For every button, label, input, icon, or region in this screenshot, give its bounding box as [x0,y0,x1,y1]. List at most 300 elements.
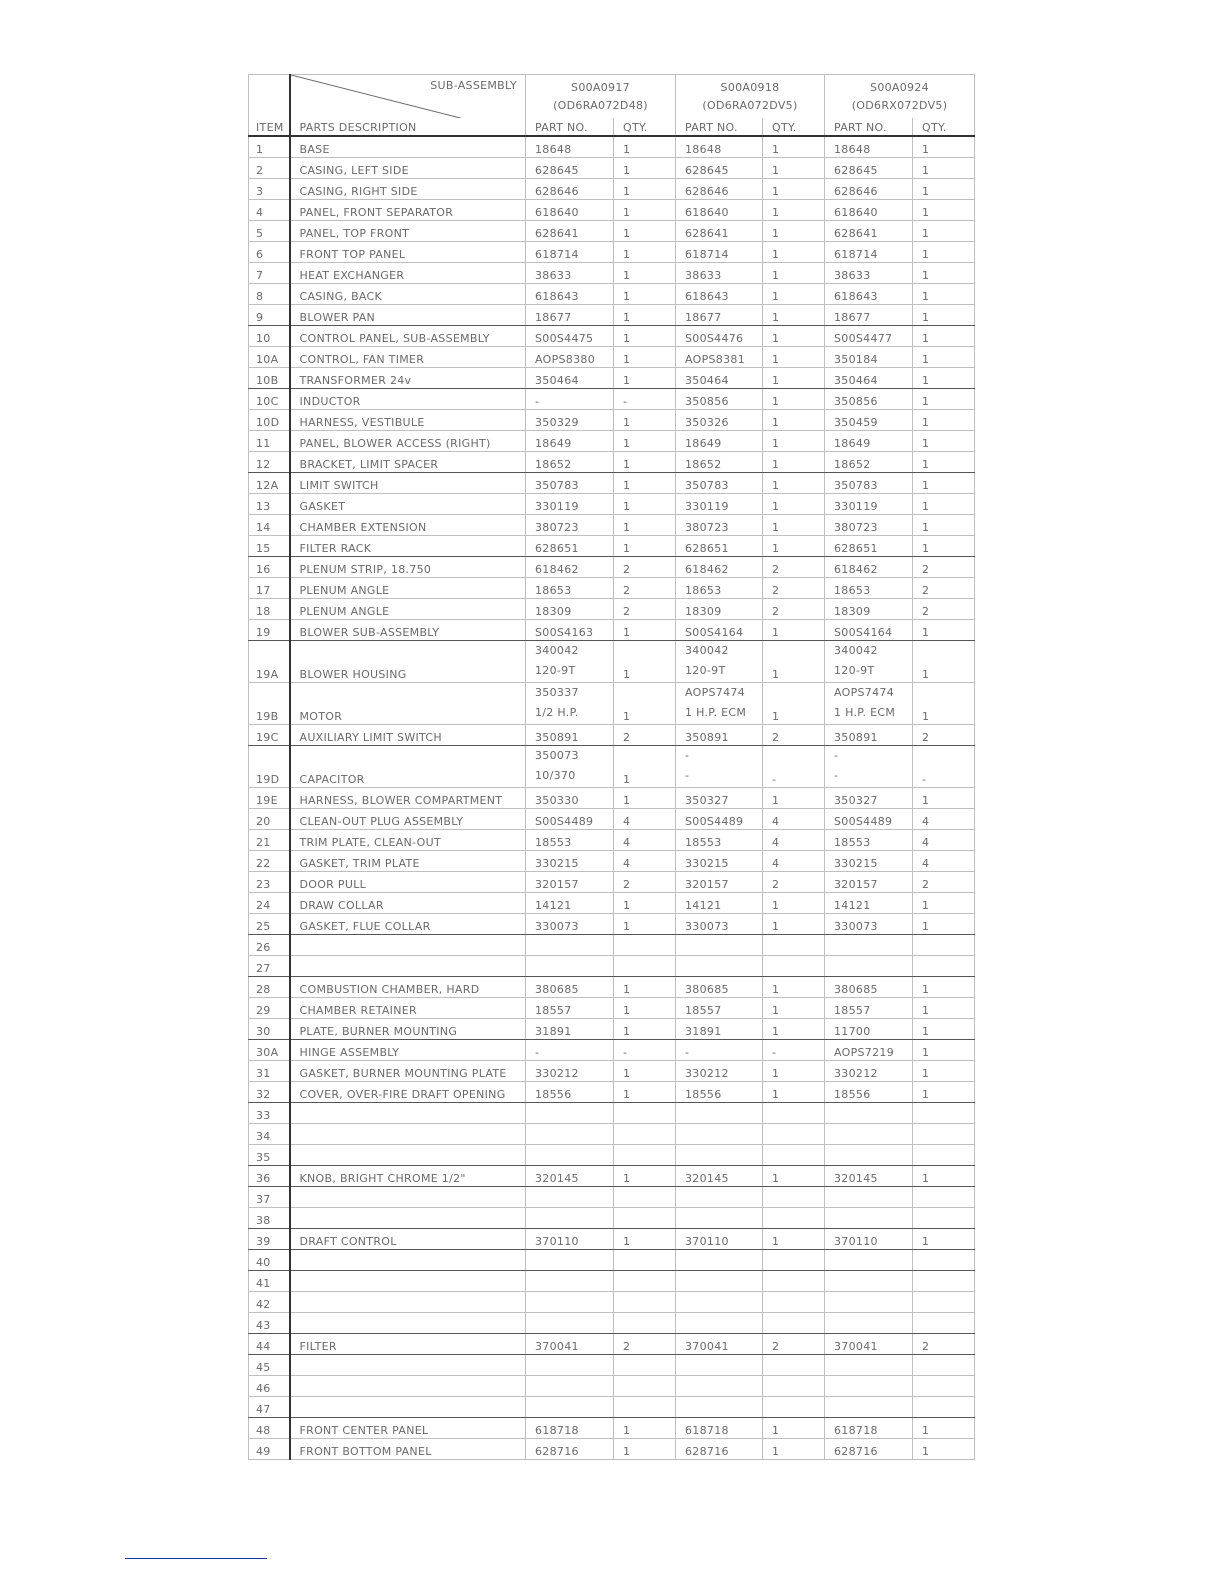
qty-cell: 1 [763,641,825,683]
qty-cell: 4 [614,809,676,830]
qty-cell: 4 [763,851,825,872]
description-cell: HARNESS, VESTIBULE [290,410,526,431]
parts-table [248,74,975,1460]
qty-cell: 1 [614,746,676,788]
table-row [249,1229,975,1250]
part-no-cell: 628716 [825,1439,913,1460]
qty-cell: 1 [763,347,825,368]
qty-cell: 1 [763,1061,825,1082]
item-cell: 46 [249,1376,290,1397]
description-cell [290,1397,526,1418]
qty-cell: 1 [614,998,676,1019]
part-no-cell [676,935,763,956]
part-no-header: PART NO. [526,118,614,136]
item-cell: 2 [249,158,290,179]
part-no-cell: 18309 [825,599,913,620]
part-no-line: AOPS7474 [834,686,894,699]
qty-cell: 2 [614,872,676,893]
qty-cell: 2 [913,1334,975,1355]
description-cell: BLOWER PAN [290,305,526,326]
description-cell: GASKET, FLUE COLLAR [290,914,526,935]
part-no-cell: S00S4164 [825,620,913,641]
description-cell [290,935,526,956]
qty-cell: 1 [614,473,676,494]
part-no-cell: 380723 [676,515,763,536]
qty-cell: 1 [763,1439,825,1460]
part-no-cell [676,1103,763,1124]
part-no-cell [676,1397,763,1418]
group-code: S00A0918 [720,80,780,94]
item-cell: 20 [249,809,290,830]
part-no-cell: 350891 [526,725,614,746]
qty-cell [913,1250,975,1271]
qty-cell: 1 [614,158,676,179]
part-no-cell: 350459 [825,410,913,431]
part-no-cell [676,683,763,725]
qty-cell: 1 [614,326,676,347]
table-row [249,494,975,515]
qty-cell: 2 [913,725,975,746]
sub-assembly-label: SUB-ASSEMBLY [430,79,517,92]
qty-cell: 1 [763,368,825,389]
qty-cell: 1 [763,1166,825,1187]
table-row [249,1376,975,1397]
part-no-cell: 18653 [825,578,913,599]
qty-cell: 1 [763,473,825,494]
part-spec-line: 1 H.P. ECM [834,706,896,719]
qty-cell [614,956,676,977]
part-no-cell: 350464 [526,368,614,389]
part-no-cell [825,1145,913,1166]
description-cell: PLENUM ANGLE [290,578,526,599]
part-no-line: 340042 [685,644,729,657]
part-no-cell: 320145 [526,1166,614,1187]
qty-cell: 1 [614,431,676,452]
part-spec-line: 1 H.P. ECM [685,706,747,719]
qty-cell: 1 [614,347,676,368]
item-header: ITEM [249,118,290,136]
description-cell: PLATE, BURNER MOUNTING [290,1019,526,1040]
table-row [249,515,975,536]
parts-rows [249,136,975,1460]
item-cell: 12A [249,473,290,494]
item-cell: 19C [249,725,290,746]
qty-cell: 1 [763,326,825,347]
table-row [249,136,975,158]
qty-cell: 1 [614,263,676,284]
part-no-cell: 350464 [825,368,913,389]
part-no-cell: - [676,1040,763,1061]
description-cell: PANEL, FRONT SEPARATOR [290,200,526,221]
item-cell: 19 [249,620,290,641]
description-cell [290,1313,526,1334]
part-no-cell: 18309 [676,599,763,620]
qty-cell: 1 [614,515,676,536]
table-row [249,347,975,368]
description-cell [290,1271,526,1292]
part-no-cell: 618643 [676,284,763,305]
qty-cell: 2 [614,578,676,599]
qty-cell: 1 [614,1166,676,1187]
part-no-cell: 18556 [825,1082,913,1103]
part-no-cell [676,1271,763,1292]
qty-cell: 1 [913,431,975,452]
item-cell: 8 [249,284,290,305]
part-no-cell: 330215 [526,851,614,872]
qty-cell [763,1292,825,1313]
part-no-cell [825,746,913,788]
qty-cell [913,1292,975,1313]
qty-cell: 1 [763,431,825,452]
qty-cell: 1 [614,368,676,389]
description-cell: DRAFT CONTROL [290,1229,526,1250]
group-code: S00A0924 [870,80,929,94]
qty-cell: 1 [913,1418,975,1439]
item-cell: 32 [249,1082,290,1103]
parts-description-header: PARTS DESCRIPTION [290,118,526,136]
qty-cell: 1 [614,284,676,305]
part-no-cell: 18553 [526,830,614,851]
qty-cell: 1 [763,683,825,725]
item-cell: 19D [249,746,290,788]
description-cell: DRAW COLLAR [290,893,526,914]
part-no-cell [825,683,913,725]
qty-cell: 4 [763,830,825,851]
item-header-top [249,75,290,119]
part-no-cell [526,1103,614,1124]
part-no-cell: 14121 [825,893,913,914]
part-no-cell: 628645 [526,158,614,179]
description-cell: BLOWER SUB-ASSEMBLY [290,620,526,641]
part-no-cell: 370110 [825,1229,913,1250]
table-row [249,179,975,200]
description-cell: LIMIT SWITCH [290,473,526,494]
qty-cell: 1 [913,158,975,179]
qty-cell: 1 [614,200,676,221]
description-cell: HARNESS, BLOWER COMPARTMENT [290,788,526,809]
qty-cell: 1 [913,1019,975,1040]
description-cell: CAPACITOR [290,746,526,788]
item-cell: 10D [249,410,290,431]
item-cell: 29 [249,998,290,1019]
qty-cell [763,1313,825,1334]
qty-cell: 2 [913,578,975,599]
part-no-cell: 18649 [676,431,763,452]
table-row [249,284,975,305]
qty-cell: 1 [913,452,975,473]
part-no-cell: 18653 [676,578,763,599]
qty-cell: 1 [913,305,975,326]
qty-header: QTY. [913,118,975,136]
description-cell [290,1145,526,1166]
table-row [249,725,975,746]
part-no-cell [825,1124,913,1145]
part-no-cell: 618718 [676,1418,763,1439]
part-no-cell [825,1208,913,1229]
qty-cell: 1 [614,1082,676,1103]
description-cell: CHAMBER RETAINER [290,998,526,1019]
qty-cell [614,1355,676,1376]
part-spec-line: - [834,769,839,782]
qty-cell: 1 [763,158,825,179]
table-row [249,872,975,893]
item-cell: 21 [249,830,290,851]
description-cell [290,1355,526,1376]
table-row [249,746,975,788]
part-no-cell: - [526,1040,614,1061]
qty-cell [763,1208,825,1229]
qty-cell: 1 [614,221,676,242]
part-no-cell: S00S4489 [676,809,763,830]
description-cell: COMBUSTION CHAMBER, HARD [290,977,526,998]
part-no-cell: 320145 [825,1166,913,1187]
qty-cell: 1 [614,410,676,431]
part-no-cell: S00S4475 [526,326,614,347]
item-cell: 4 [249,200,290,221]
item-cell: 27 [249,956,290,977]
part-no-cell: S00S4163 [526,620,614,641]
qty-cell: 1 [913,1166,975,1187]
table-row [249,1292,975,1313]
qty-header: QTY. [763,118,825,136]
qty-cell: 1 [913,368,975,389]
part-no-cell: 350327 [825,788,913,809]
part-no-cell: 380723 [526,515,614,536]
qty-cell: 1 [614,136,676,158]
part-no-cell [825,935,913,956]
item-cell: 12 [249,452,290,473]
qty-cell: 2 [763,1334,825,1355]
part-no-cell: 628645 [825,158,913,179]
qty-cell: 1 [614,179,676,200]
description-cell: CONTROL PANEL, SUB-ASSEMBLY [290,326,526,347]
table-row [249,221,975,242]
qty-cell: 1 [763,452,825,473]
item-cell: 1 [249,136,290,158]
parts-list-sheet [248,74,975,1460]
part-spec-line: 10/370 [535,769,576,782]
part-no-cell [825,1103,913,1124]
item-cell: 19E [249,788,290,809]
qty-cell [614,1187,676,1208]
qty-cell [763,1124,825,1145]
part-no-cell: 350891 [676,725,763,746]
table-row [249,1418,975,1439]
qty-cell: - [614,1040,676,1061]
qty-cell: 1 [913,536,975,557]
part-no-cell: 38633 [825,263,913,284]
description-cell: BASE [290,136,526,158]
description-cell [290,1376,526,1397]
part-no-cell: S00S4164 [676,620,763,641]
qty-cell: 1 [614,620,676,641]
table-row [249,809,975,830]
part-no-cell: 380685 [526,977,614,998]
description-cell: CONTROL, FAN TIMER [290,347,526,368]
qty-cell: 2 [614,725,676,746]
part-no-cell: 18556 [526,1082,614,1103]
group-model: (OD6RA072D48) [553,98,648,112]
part-no-cell: 350184 [825,347,913,368]
qty-cell: 1 [763,200,825,221]
part-no-cell: 18648 [526,136,614,158]
part-no-cell: 618462 [526,557,614,578]
qty-cell: 1 [913,200,975,221]
part-no-cell: 18553 [676,830,763,851]
part-no-cell [676,641,763,683]
part-no-cell: AOPS8381 [676,347,763,368]
part-no-cell: 330119 [825,494,913,515]
qty-cell [913,1208,975,1229]
part-no-cell: 350326 [676,410,763,431]
qty-cell: 2 [913,557,975,578]
item-cell: 19B [249,683,290,725]
qty-cell [913,1313,975,1334]
description-cell: GASKET [290,494,526,515]
qty-cell [614,1124,676,1145]
qty-cell: 1 [913,914,975,935]
part-no-cell: 628646 [526,179,614,200]
part-no-cell [825,1250,913,1271]
description-cell: CASING, RIGHT SIDE [290,179,526,200]
qty-cell: 1 [763,998,825,1019]
part-no-cell: 628651 [526,536,614,557]
item-cell: 13 [249,494,290,515]
part-no-cell: 370110 [526,1229,614,1250]
qty-cell [913,1355,975,1376]
table-row [249,830,975,851]
table-row [249,1313,975,1334]
qty-cell: 1 [614,536,676,557]
table-row [249,998,975,1019]
table-row [249,1124,975,1145]
qty-cell: 1 [913,641,975,683]
table-row [249,473,975,494]
qty-cell: 1 [614,1019,676,1040]
part-no-cell [526,1271,614,1292]
part-no-cell: 618640 [676,200,763,221]
part-no-cell: 330215 [825,851,913,872]
part-no-cell: 330212 [526,1061,614,1082]
part-no-cell: 330212 [676,1061,763,1082]
description-cell: FILTER RACK [290,536,526,557]
part-no-cell [825,1292,913,1313]
part-no-cell [825,1187,913,1208]
table-row [249,452,975,473]
part-no-cell: 31891 [526,1019,614,1040]
qty-cell: 1 [913,683,975,725]
part-no-cell [676,1313,763,1334]
item-cell: 31 [249,1061,290,1082]
item-cell: 34 [249,1124,290,1145]
part-no-cell: - [526,389,614,410]
part-no-cell [526,956,614,977]
table-row [249,914,975,935]
qty-cell: 1 [913,620,975,641]
part-no-line: - [685,749,690,762]
qty-cell [763,1355,825,1376]
table-row [249,242,975,263]
item-cell: 38 [249,1208,290,1229]
qty-cell: 2 [913,872,975,893]
description-cell: HEAT EXCHANGER [290,263,526,284]
item-cell: 23 [249,872,290,893]
table-row [249,851,975,872]
qty-cell: 1 [763,788,825,809]
part-no-cell [526,1250,614,1271]
part-spec-line: 120-9T [834,664,875,677]
item-cell: 10C [249,389,290,410]
item-cell: 6 [249,242,290,263]
table-row [249,200,975,221]
part-no-cell [676,1292,763,1313]
qty-cell: 2 [763,578,825,599]
part-no-cell: 350856 [825,389,913,410]
description-cell [290,1124,526,1145]
part-spec-line: 120-9T [685,664,726,677]
table-row [249,158,975,179]
part-no-cell: 628646 [825,179,913,200]
table-row [249,1271,975,1292]
table-row [249,1082,975,1103]
part-no-cell: 18309 [526,599,614,620]
qty-cell: 2 [763,599,825,620]
item-cell: 17 [249,578,290,599]
qty-cell: 2 [614,1334,676,1355]
table-row [249,1439,975,1460]
qty-cell: 2 [913,599,975,620]
part-no-cell: 380723 [825,515,913,536]
part-no-cell: 330212 [825,1061,913,1082]
item-cell: 18 [249,599,290,620]
description-cell: MOTOR [290,683,526,725]
qty-cell: 2 [614,557,676,578]
group-model: (OD6RA072DV5) [702,98,798,112]
part-no-cell [825,1271,913,1292]
qty-cell: 1 [763,1082,825,1103]
part-no-cell [676,1187,763,1208]
part-no-cell: 14121 [526,893,614,914]
item-cell: 7 [249,263,290,284]
description-cell: PLENUM ANGLE [290,599,526,620]
footnote-rule [125,1558,267,1559]
qty-cell [614,1250,676,1271]
part-spec-line: 120-9T [535,664,576,677]
item-cell: 10B [249,368,290,389]
part-no-cell: 380685 [676,977,763,998]
qty-cell: 1 [614,1418,676,1439]
table-row [249,683,975,725]
part-no-cell [676,1124,763,1145]
part-no-cell: 380685 [825,977,913,998]
part-no-line: - [834,749,839,762]
qty-cell: 1 [913,263,975,284]
part-no-cell: 320157 [676,872,763,893]
part-no-cell: 18677 [676,305,763,326]
qty-cell: 1 [763,536,825,557]
part-no-cell: AOPS7219 [825,1040,913,1061]
item-cell: 5 [249,221,290,242]
qty-cell: 1 [614,641,676,683]
part-no-cell: 350783 [526,473,614,494]
item-cell: 26 [249,935,290,956]
part-no-cell: 18652 [825,452,913,473]
description-cell: CASING, LEFT SIDE [290,158,526,179]
part-no-cell: 628716 [526,1439,614,1460]
table-row [249,956,975,977]
item-cell: 10A [249,347,290,368]
qty-cell: 1 [763,263,825,284]
